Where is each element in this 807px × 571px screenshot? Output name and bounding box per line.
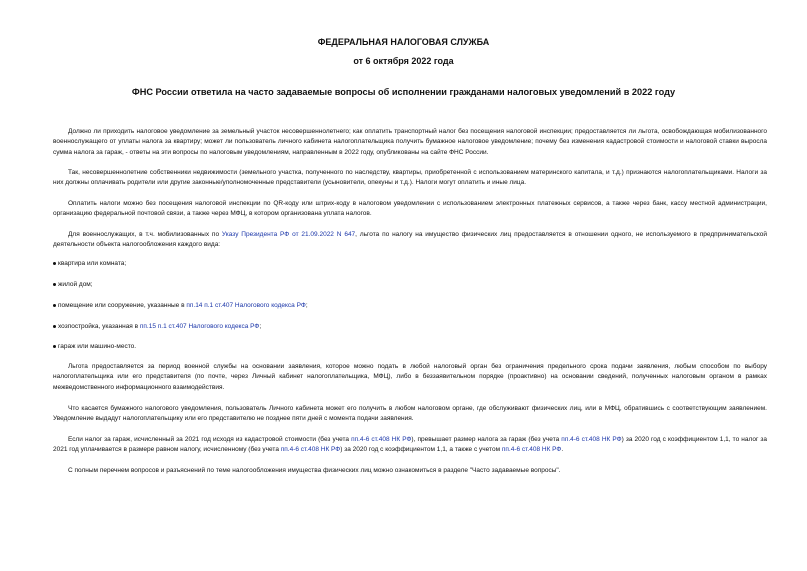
paragraph-paper-notice: Что касается бумажного налогового уведомления, пользователь Личного кабинета может его получить в любом налоговом органе, где обслуживают физических лиц, или в МФЦ, обратившись с соответствующим заявлением. Уведомление выдадут налогоплательщику или его представителю не позднее пяти дней с момента подачи заявления. [53, 405, 767, 423]
paragraph-faq: С полным перечнем вопросов и разъяснений по теме налогообложения имущества физических лиц можно ознакомиться в разделе "Часто задаваемые вопросы". [68, 467, 561, 474]
text-segment: , льгота по налогу на имущество физических лиц предоставляется в отношении одного, не используемого в предпринимательской деятельности объекта налогообложения каждого вида: [53, 231, 767, 249]
decree-link[interactable]: Указу Президента РФ от 21.09.2022 N 647 [221, 231, 356, 238]
tax-code-link[interactable]: пп.4-6 ст.408 НК РФ [351, 436, 412, 443]
tax-code-link[interactable]: пп.15 п.1 ст.407 Налогового кодекса РФ [139, 323, 260, 330]
paragraph-benefit: Льгота предоставляется за период военной службы на основании заявления, которое можно подать в любой налоговый орган без ограничения предельного срока подачи заявления, любым способом по выбору налогоплательщика или его представителя (по почте, через Личный кабинет налогоплательщика, МФЦ), либо в беззаявительном порядке (проактивно) на основании сведений, полученных налоговым органом в рамках межведомственного информационного взаимодействия. [53, 363, 767, 391]
date-heading: от 6 октября 2022 года [353, 56, 454, 66]
list-item-text: хозпостройка, указанная в [58, 323, 140, 330]
list-item-text: ; [259, 323, 262, 330]
bullet-icon [53, 345, 56, 348]
bullet-icon [53, 304, 56, 307]
list-item-text: квартира или комната; [58, 260, 127, 267]
paragraph-payment: Оплатить налоги можно без посещения налоговой инспекции по QR-коду или штрих-коду в налоговом уведомлении с использованием электронных платежных сервисов, а также через банк, кассу местной администрации, организацию федеральной почтовой связи, а также через МФЦ, в котором организована уплата налогов. [53, 200, 767, 218]
text-segment: ), превышает размер налога за гараж (без учета [411, 436, 562, 443]
document-title: ФНС России ответила на часто задаваемые вопросы об исполнении гражданами налоговых уведомлений в 2022 году [131, 87, 676, 97]
text-segment: Если налог за гараж, исчисленный за 2021 год исходя из кадастровой стоимости (без учета [68, 436, 352, 443]
agency-heading: ФЕДЕРАЛЬНАЯ НАЛОГОВАЯ СЛУЖБА [317, 37, 490, 47]
paragraph-military [53, 230, 767, 251]
tax-code-link[interactable]: пп.4-6 ст.408 НК РФ [561, 436, 622, 443]
text-segment: Для военнослужащих, в т.ч. мобилизованных по [68, 231, 222, 238]
paragraph-minors: Так, несовершеннолетние собственники недвижимости (земельного участка, полученного по наследству, квартиры, приобретенной с использованием материнского капитала, и т.д.) признаются налогоплательщиками. Налоги за них должны оплачивать родители или другие законные/уполномоченные представители (усыновители, опекуны и т.д.). Налоги могут оплатить и иные лица. [53, 169, 767, 187]
paragraph-garage [53, 435, 767, 456]
list-item [53, 280, 93, 290]
list-item [53, 259, 126, 269]
list-item [53, 322, 261, 332]
tax-code-link[interactable]: пп.4-6 ст.408 НК РФ [501, 446, 562, 454]
text-segment: ) за 2020 год с коэффициентом 1,1, то налог за 2021 год уплачивается в размере равном налогу, исчисленному (без учета [53, 436, 767, 454]
list-item [53, 301, 308, 311]
tax-code-link[interactable]: пп.4-6 ст.408 НК РФ [280, 446, 341, 454]
text-segment: ) за 2020 год с коэффициентом 1,1, а также с учетом [340, 446, 502, 454]
text-segment: . [561, 446, 564, 454]
list-item-text: гараж или машино-место. [58, 343, 137, 350]
bullet-icon [53, 262, 56, 265]
paragraph-intro: Должно ли приходить налоговое уведомление за земельный участок несовершеннолетнего; как оплатить транспортный налог без посещения налоговой инспекции; предоставляется ли льгота, освобождающая мобилизованного военнослужащего от уплаты налога за квартиру; может ли пользователь личного кабинета налогоплательщика получить бумажное налоговое уведомление; почему без изменения кадастровой стоимости и налоговой ставки выросла сумма налога за гараж, - ответы на эти вопросы по налоговым уведомлениям, направленным в 2022 году, опубликованы на сайте ФНС России. [53, 128, 767, 156]
list-item-text: ; [305, 302, 308, 309]
bullet-icon [53, 283, 56, 286]
list-item-text: помещение или сооружение, указанные в [58, 302, 187, 309]
tax-code-link[interactable]: пп.14 п.1 ст.407 Налогового кодекса РФ [186, 302, 306, 309]
bullet-icon [53, 325, 56, 328]
list-item-text: жилой дом; [58, 281, 93, 288]
list-item [53, 342, 136, 352]
